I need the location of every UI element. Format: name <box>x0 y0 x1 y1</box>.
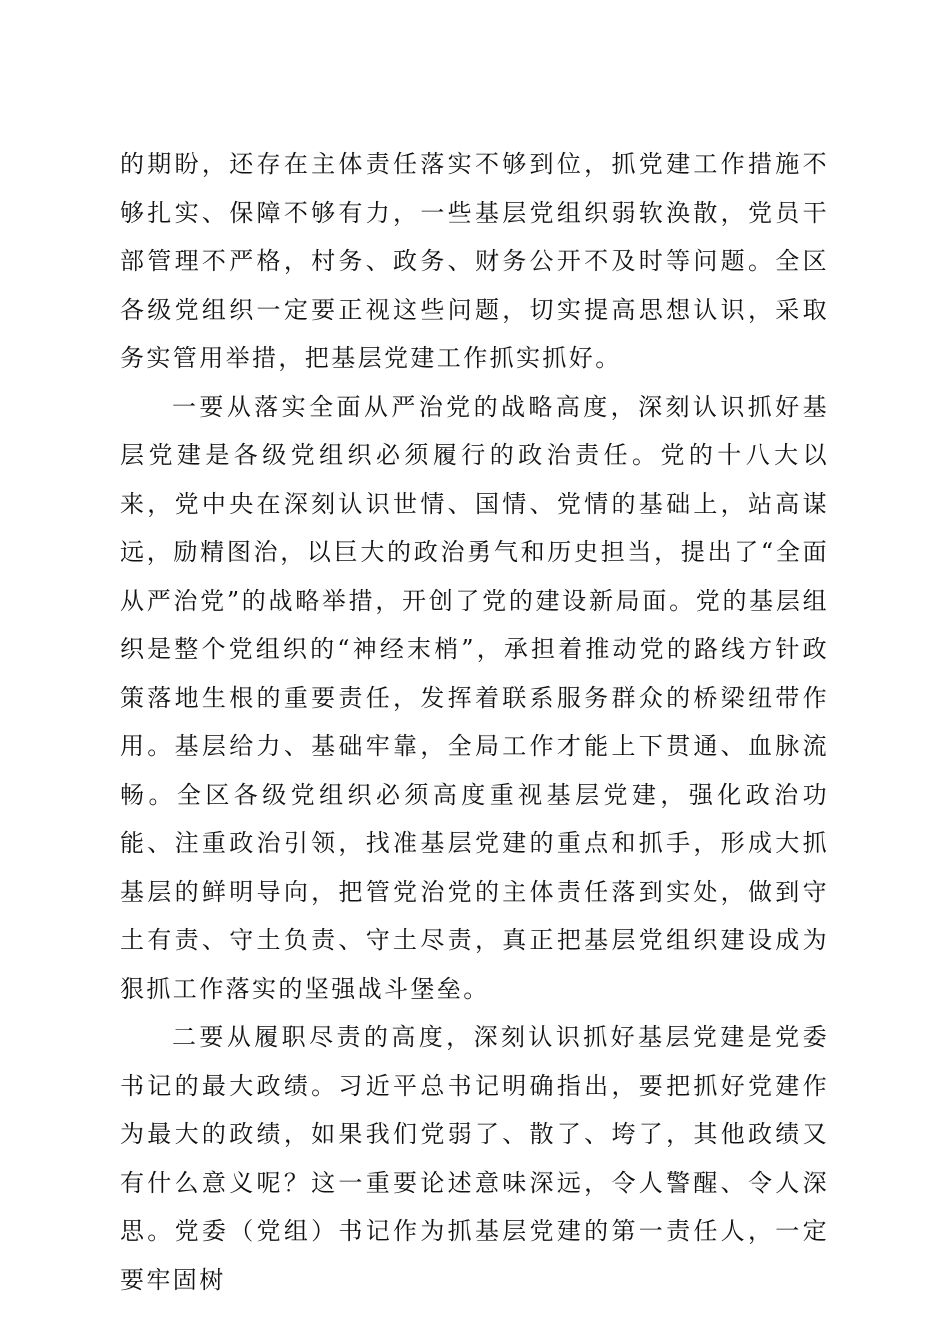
paragraph-party-secretary-duty: 二要从履职尽责的高度，深刻认识抓好基层党建是党委书记的最大政绩。习近平总书记明确指出，要把抓好党建作为最大的政绩，如果我们党弱了、散了、垮了，其他政绩又有什么意义呢？这一重要论述意味深远，令人警醒、令人深思。党委（党组）书记作为抓基层党建的第一责任人，一定要牢固树 <box>120 1023 829 1294</box>
paragraph-political-responsibility: 一要从落实全面从严治党的战略高度，深刻认识抓好基层党建是各级党组织必须履行的政治责任。党的十八大以来，党中央在深刻认识世情、国情、党情的基础上，站高谋远，励精图治，以巨大的政治勇气和历史担当，提出了“全面从严治党”的战略举措，开创了党的建设新局面。党的基层组织是整个党组织的“神经末梢”，承担着推动党的路线方针政策落地生根的重要责任，发挥着联系服务群众的桥梁纽带作用。基层给力、基础牢靠，全局工作才能上下贯通、血脉流畅。全区各级党组织必须高度重视基层党建，强化政治功能、注重政治引领，找准基层党建的重点和抓手，形成大抓基层的鲜明导向，把管党治党的主体责任落到实处，做到守土有责、守土负责、守土尽责，真正把基层党组织建设成为狠抓工作落实的坚强战斗堡垒。 <box>120 392 829 1003</box>
paragraph-continuation: 的期盼，还存在主体责任落实不够到位，抓党建工作措施不够扎实、保障不够有力，一些基层党组织弱软涣散，党员干部管理不严格，村务、政务、财务公开不及时等问题。全区各级党组织一定要正视这些问题，切实提高思想认识，采取务实管用举措，把基层党建工作抓实抓好。 <box>120 150 829 372</box>
document-body <box>120 140 829 1304</box>
